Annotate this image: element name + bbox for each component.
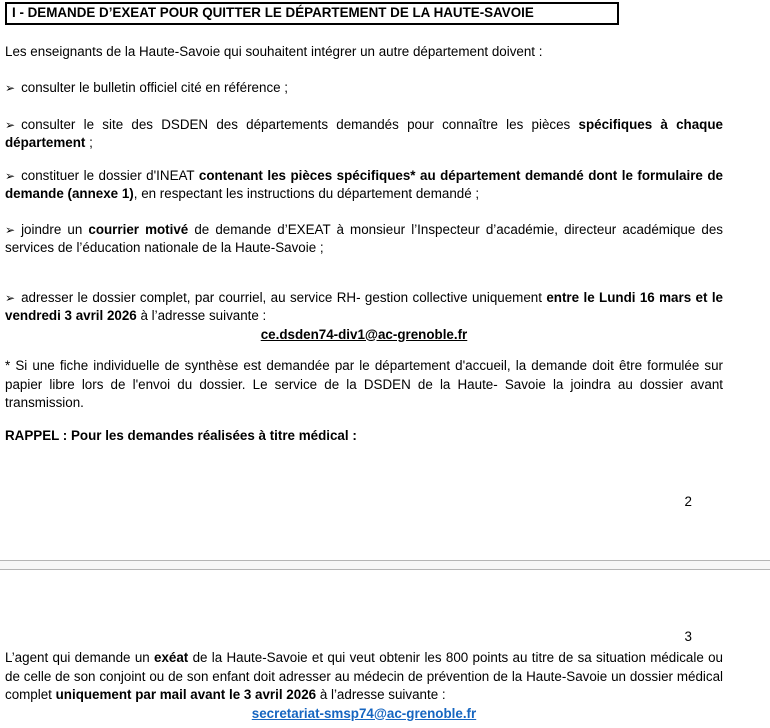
page-number-3: 3 (684, 628, 692, 644)
bullet-item-4-text: joindre un courrier motivé de demande d’EXEAT à monsieur l’Inspecteur d’académie, directeur académique des services de l’éducation nationale de la Haute-Savoie ; (5, 221, 723, 255)
bullet-arrow-icon: ➢ (5, 117, 16, 132)
bullet-arrow-icon: ➢ (5, 81, 16, 95)
section-title (5, 2, 619, 25)
bullet-item-3 (5, 167, 723, 204)
section-title-text: I - DEMANDE D’EXEAT POUR QUITTER LE DÉPARTEMENT DE LA HAUTE-SAVOIE (12, 5, 534, 20)
smsp-email-line (5, 705, 723, 724)
bullet-item-2-text: consulter le site des DSDEN des départements demandés pour connaître les pièces spécifiques à chaque département ; (5, 116, 723, 150)
page-3-content (0, 628, 770, 724)
bullet-item-3-text: constituer le dossier d'INEAT contenant les pièces spécifiques* au département demandé dont le formulaire de demande (annexe 1), en respectant les instructions du département demandé ; (5, 167, 723, 201)
smsp-email-link[interactable]: secretariat-smsp74@ac-grenoble.fr (251, 705, 477, 721)
dsden-email-line (5, 326, 723, 345)
footnote-paragraph: * Si une fiche individuelle de synthèse est demandée par le département d'accueil, la demande doit être formulée sur papier libre lors de l'envoi du dossier. Le service de la DSDEN de la Haute- Savoie la joindra au dossier avant transmission. (5, 358, 723, 410)
medical-paragraph (5, 649, 723, 705)
intro-paragraph: Les enseignants de la Haute-Savoie qui souhaitent intégrer un autre département doivent : (5, 43, 543, 59)
bullet-item-2 (5, 116, 723, 153)
bullet-item-5 (5, 289, 723, 326)
bullet-item-1-text: consulter le bulletin officiel cité en référence ; (21, 80, 289, 95)
bullet-item-1 (5, 79, 723, 98)
page-2-content (0, 2, 770, 512)
page-number-2: 2 (684, 494, 692, 509)
document-page (0, 2, 770, 728)
medical-paragraph-text: L’agent qui demande un exéat de la Haute-Savoie et qui veut obtenir les 800 points au titre de sa situation médicale ou de celle de son conjoint ou de son enfant doit adresser au médecin de prévention de la Haute-Savoie un dossier médical complet uniquement par mail avant le 3 avril 2026 à l’adresse suivante : (5, 650, 723, 702)
bullet-arrow-icon: ➢ (5, 168, 16, 183)
bullet-arrow-icon: ➢ (5, 222, 16, 237)
dsden-email-link[interactable]: ce.dsden74-div1@ac-grenoble.fr (260, 326, 468, 342)
bullet-arrow-icon: ➢ (5, 290, 16, 305)
rappel-heading: RAPPEL : Pour les demandes réalisées à titre médical : (5, 427, 357, 443)
bullet-item-4 (5, 221, 723, 258)
page-break-divider (0, 560, 770, 570)
bullet-item-5-text: adresser le dossier complet, par courriel, au service RH- gestion collective uniquement entre le Lundi 16 mars et le vendredi 3 avril 2026 à l’adresse suivante : (5, 289, 724, 323)
